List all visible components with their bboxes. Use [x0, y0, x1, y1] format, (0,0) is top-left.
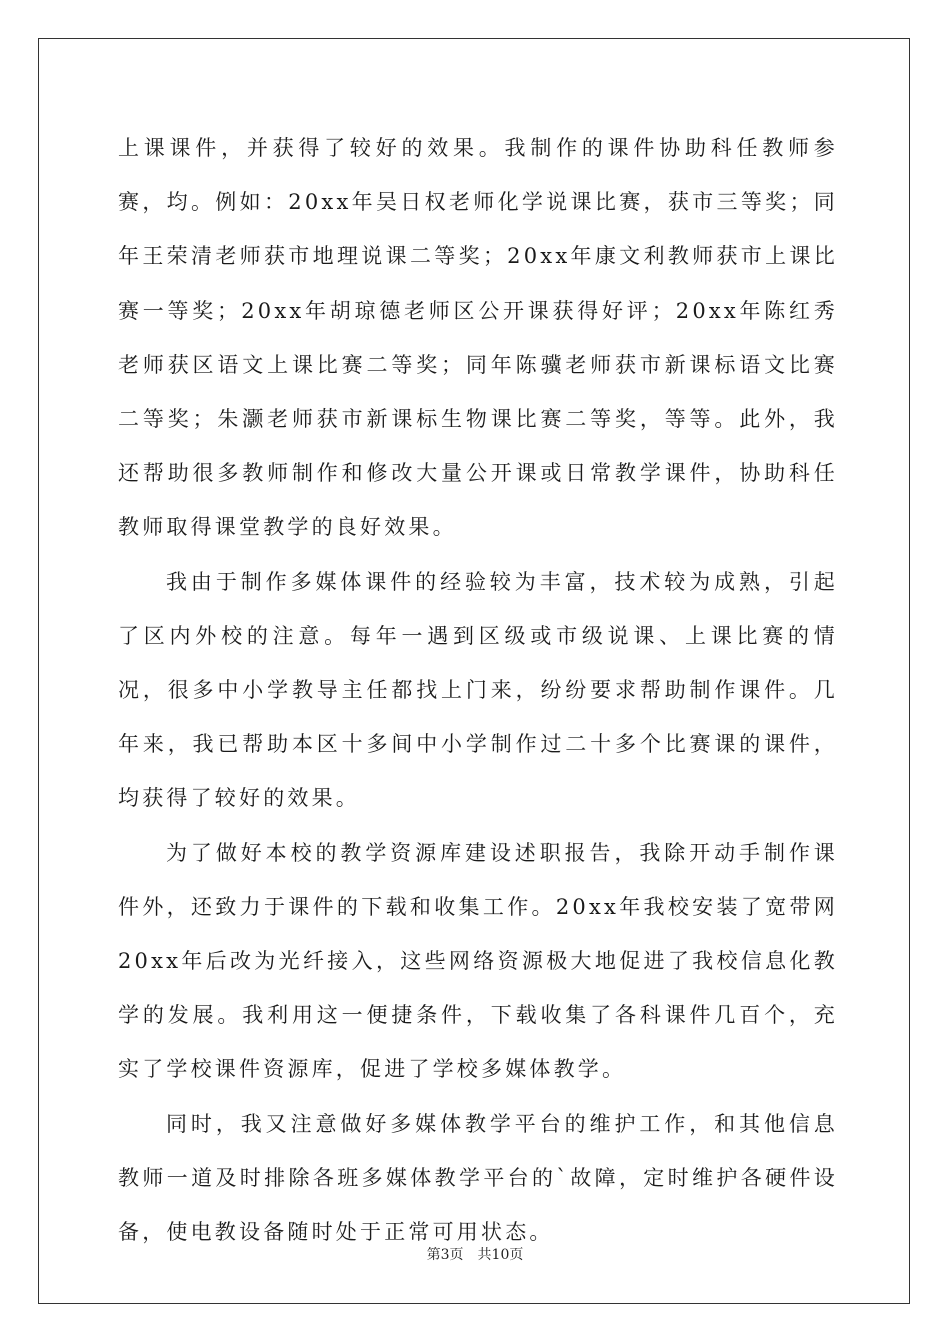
paragraph-4: 同时，我又注意做好多媒体教学平台的维护工作，和其他信息教师一道及时排除各班多媒体教学平台的`故障，定时维护各硬件设备，使电教设备随时处于正常可用状态。	[118, 1111, 838, 1245]
paragraph-1: 上课课件，并获得了较好的效果。我制作的课件协助科任教师参赛，均。例如：20xx年吴日权老师化学说课比赛，获市三等奖；同年王荣清老师获市地理说课二等奖；20xx年康文利教师获市上课比赛一等奖；20xx年胡琼德老师区公开课获得好评；20xx年陈红秀老师获区语文上课比赛二等奖；同年陈骥老师获市新课标语文比赛二等奖；朱灏老师获市新课标生物课比赛二等奖，等等。此外，我还帮助很多教师制作和修改大量公开课或日常教学课件，协助科任教师取得课堂教学的良好效果。	[118, 136, 838, 540]
page-number-footer: 第3页 共10页	[426, 1247, 524, 1263]
paragraph-2: 我由于制作多媒体课件的经验较为丰富，技术较为成熟，引起了区内外校的注意。每年一遇到区级或市级说课、上课比赛的情况，很多中小学教导主任都找上门来，纷纷要求帮助制作课件。几年来，我已帮助本区十多间中小学制作过二十多个比赛课的课件，均获得了较好的效果。	[118, 569, 838, 811]
document-body	[118, 121, 838, 1259]
paragraph-3: 为了做好本校的教学资源库建设述职报告，我除开动手制作课件外，还致力于课件的下载和收集工作。20xx年我校安装了宽带网20xx年后改为光纤接入，这些网络资源极大地促进了我校信息化教学的发展。我利用这一便捷条件，下载收集了各科课件几百个，充实了学校课件资源库，促进了学校多媒体教学。	[118, 840, 838, 1082]
